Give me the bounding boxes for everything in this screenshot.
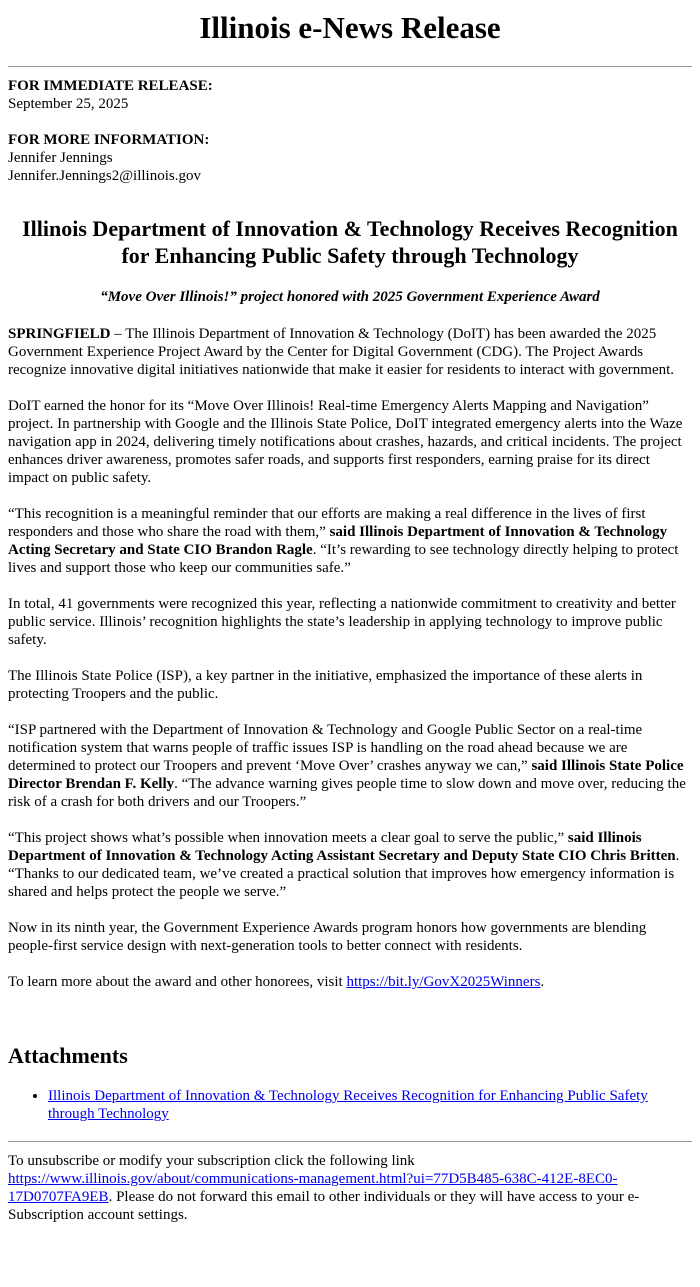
winners-link[interactable]: https://bit.ly/GovX2025Winners [346,974,541,990]
paragraph-7 [8,829,692,901]
paragraph-1 [8,325,692,379]
immediate-release-label: FOR IMMEDIATE RELEASE: [8,78,213,94]
page [0,10,700,1224]
quote-tail: . “The advance warning gives people time to slow down and move over, reducing the risk of a crash for both drivers and our Troopers.” [8,776,686,810]
more-info-label: FOR MORE INFORMATION: [8,132,210,148]
quote-text: “This project shows what’s possible when innovation meets a clear goal to serve the public,” [8,830,568,846]
attachment-link[interactable]: Illinois Department of Innovation & Technology Receives Recognition for Enhancing Public Safety through Technology [48,1088,648,1122]
footer-text [8,1152,692,1224]
paragraph-6 [8,721,692,811]
paragraph-1-text: – The Illinois Department of Innovation & Technology (DoIT) has been awarded the 2025 Government Experience Project Award by the Center for Digital Government (CDG). The Project Awards recognize innovative digital initiatives nationwide that make it easier for residents to interact with government. [8,326,675,378]
attachments-heading: Attachments [8,1043,128,1068]
paragraph-9-text: To learn more about the award and other honorees, visit [8,974,347,990]
quote-tail: . “Thanks to our dedicated team, we’ve created a practical solution that improves how emergency information is shared and helps protect the people we serve.” [8,848,680,900]
attachment-item [48,1087,692,1123]
dateline: SPRINGFIELD [8,326,111,342]
unsubscribe-link[interactable]: https://www.illinois.gov/about/communications-management.html?ui=77D5B485-638C-412E-8EC0-17D0707FA9EB [8,1171,618,1205]
paragraph-2: DoIT earned the honor for its “Move Over Illinois! Real-time Emergency Alerts Mapping and Navigation” project. In partnership with Google and the Illinois State Police, DoIT integrated emergency alerts into the Waze navigation app in 2024, delivering timely notifications about crashes, hazards, and critical incidents. The project enhances driver awareness, promotes safer roads, and supports first responders, earning praise for its direct impact on public safety. [8,398,683,486]
release-date: September 25, 2025 [8,96,129,112]
attachments-list [8,1087,692,1123]
article-subhead: “Move Over Illinois!” project honored with 2025 Government Experience Award [100,289,600,305]
quote-text: “This recognition is a meaningful reminder that our efforts are making a real difference in the lives of first responders and those who share the road with them,” [8,506,646,540]
footer [8,1152,692,1224]
quote-attribution: said Illinois State Police Director Brendan F. Kelly [8,758,684,792]
quote-attribution: said Illinois Department of Innovation & Technology Acting Secretary and State CIO Brandon Ragle [8,524,668,558]
contact-name: Jennifer Jennings [8,150,113,166]
article-headline: Illinois Department of Innovation & Technology Receives Recognition for Enhancing Public Safety through Technology [22,216,678,268]
banner-title: Illinois e-News Release [199,10,501,45]
footer-divider [8,1141,692,1142]
paragraph-5: The Illinois State Police (ISP), a key partner in the initiative, emphasized the importance of these alerts in protecting Troopers and the public. [8,668,643,702]
paragraph-4: In total, 41 governments were recognized this year, reflecting a nationwide commitment to creativity and better public service. Illinois’ recognition highlights the state’s leadership in applying technology to improve public safety. [8,596,676,648]
footer-intro: To unsubscribe or modify your subscription click the following link [8,1153,415,1169]
footer-tail: . Please do not forward this email to other individuals or they will have access to your e-Subscription account settings. [8,1189,640,1223]
contact-email: Jennifer.Jennings2@illinois.gov [8,168,201,184]
header-divider [8,66,692,67]
release-meta [8,77,692,185]
quote-tail: . “It’s rewarding to see technology directly helping to protect lives and support those who keep our communities safe.” [8,542,679,576]
quote-text: “ISP partnered with the Department of Innovation & Technology and Google Public Sector on a real-time notification system that warns people of traffic issues ISP is handling on the road ahead because we are determined to protect our Troopers and prevent ‘Move Over’ crashes anyway we can,” [8,722,643,774]
quote-attribution: said Illinois Department of Innovation & Technology Acting Assistant Secretary and Deputy State CIO Chris Britten [8,830,676,864]
paragraph-3 [8,505,692,577]
paragraph-9: To learn more about the award and other honorees, visit https://bit.ly/GovX2025Winners. [8,974,545,990]
paragraph-8: Now in its ninth year, the Government Experience Awards program honors how governments are blending people-first service design with next-generation tools to better connect with residents. [8,920,647,954]
